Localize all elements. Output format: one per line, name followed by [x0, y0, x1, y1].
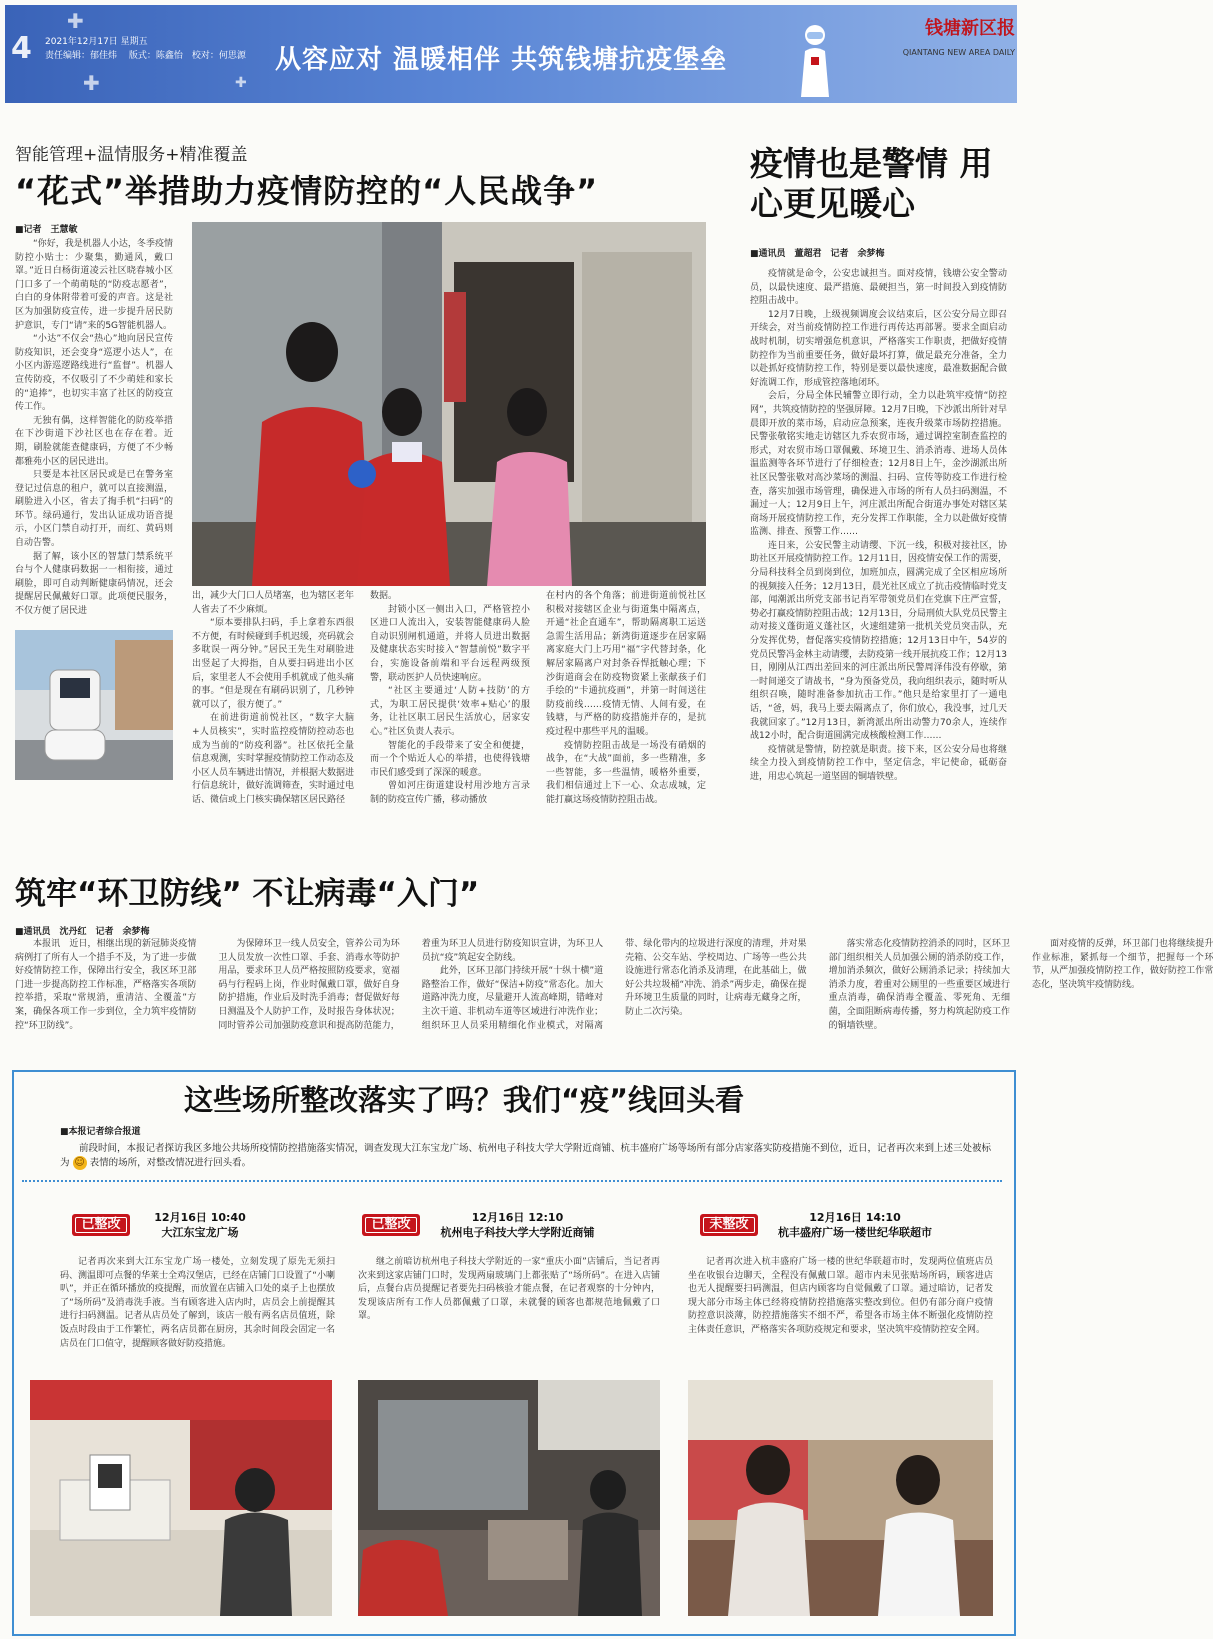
item2-datetime: 12月16日 12:10 — [471, 1211, 564, 1224]
rectified-tag: 已整改 — [362, 1214, 420, 1236]
plus-decoration-icon: ✚ — [83, 71, 100, 95]
paragraph: 在前进街道前悦社区，“数字大脑+人员核实”，实时监控疫情防控动态也成为当前的“防疫利器”。社区依托全量信息观测，实时掌握疫情防控工作动态及小区人员车辆进出情况，并根据大数据进行信息统计，做好流调筛查，实时通过电话、微信或上门核实确保辖区居民路径 — [192, 713, 355, 805]
item3-heading — [760, 1210, 950, 1240]
article1-byline: ■记者 王慧敏 — [15, 225, 78, 235]
paragraph: 记者再次进入杭丰盛府广场一楼的世纪华联超市时，发现两位值班店员坐在收银台边聊天，全程没有佩戴口罩。超市内未见张贴场所码，顾客进店也无人提醒要扫码测温，但店内顾客均自觉佩戴了口罩。通过暗访，记者发现大部分市场主体已经将疫情防控措施落实整改到位。但仍有部分商户疫情防控意识淡薄，防控措施落实不细不严，希望各市场主体不断强化疫情防控主体责任意识，严格落实各项防疫规定和要求，坚决筑牢疫情防控安全网。 — [688, 1257, 993, 1335]
article1-column-3 — [370, 590, 530, 808]
robot-photo — [15, 630, 173, 780]
paragraph: 本报讯 近日，相继出现的新冠肺炎疫情病例打了所有人一个措手不及，为了进一步做好疫情防控工作，保障出行安全，我区环卫部门进一步提高防控工作标准，严格落实各项防控举措，采取“常规消，重清洁、全覆盖”方案，确保各项工作一步到位，全力筑牢疫情防控“环卫防线”。 — [15, 939, 197, 1031]
issue-date: 2021年12月17日 星期五 — [45, 37, 148, 47]
paragraph: 连日来，公安民警主动请缨、下沉一线，积极对接社区，协助社区开展疫情防控工作。12月11日，因疫情安保工作的需要，分局科技科全员到岗到位，加班加点，圆满完成了全区相应场所的视频接入任务；12月13日，晨光社区成立了抗击疫情临时党支部，闻潮派出所党支部书记肖军带领党员们在党旗下庄严宣誓，势必打赢疫情防控阻击战；12月13日，分局刑侦大队党员民警主动对接义蓬街道义蓬社区，火速组建第一批机关党员突击队，充分发挥优势，督促落实疫情防控措施；12月13日中午，54岁的党员民警冯金林主动请缨，去防疫第一线开展抗疫工作；12月13日，刚刚从江西出差回来的河庄派出所民警周泽伟没有停歇，第一时间递交了请战书，“身为预备党员，我向组织表示，随时听从组织召唤，随时准备参加抗击工作。”他只是给家里打了一通电话，“爸，妈，我马上要去隔离点了，你们放心，我没事，过几天我就回家了。”12月13日，新湾派出所出动警力70余人，连续作战12小时，配合街道圆满完成核酸检测工作…… — [750, 540, 1007, 742]
masthead-banner — [5, 5, 1017, 103]
intro-text: 述三处被标为 — [60, 1143, 992, 1169]
paragraph: 曾如河庄街道建设村用沙地方言录制的防疫宣传广播，移动播放 — [370, 781, 530, 805]
item2-text — [358, 1256, 660, 1324]
page-number: 4 — [11, 31, 32, 66]
item3-place: 杭丰盛府广场一楼世纪华联超市 — [778, 1226, 932, 1239]
article4-headline: 这些场所整改落实了吗？我们“疫”线回头看 — [170, 1078, 758, 1119]
item1-place: 大江东宝龙广场 — [161, 1226, 239, 1239]
article1-column-2 — [192, 590, 354, 808]
paragraph: 出，减少大门口人员堵塞，也为辖区老年人省去了不少麻烦。 — [192, 591, 355, 615]
article4-intro — [60, 1142, 1000, 1171]
paragraph: 据了解，该小区的智慧门禁系统平台与个人健康码数据一一相衔接，通过刷脸，即可自动判断健康码情况，还会提醒居民佩戴好口罩。此项便民服务，不仅方便了居民进 — [15, 551, 173, 617]
article4-byline: ■本报记者综合报道 — [60, 1127, 141, 1137]
article3-headline: 筑牢“环卫防线” 不让病毒“入门” — [15, 876, 480, 912]
item1-heading — [140, 1210, 260, 1240]
paragraph: 记者再次来到大江东宝龙广场一楼处，立刻发现了原先无须扫码、测温即可点餐的华莱士全鸡汉堡店，已经在店铺门口设置了“小喇叭”，并正在循环播放的疫提醒，而放置在店铺入口处的桌子上也摆放了“场所码”及消毒洗手液。当有顾客进入店内时，店员会上前提醒其进行扫码测温。记者从店员处了解到，该店一般有两名店员值班，除饭点时段由于工作繁忙，两名店员都在厨房，其余时间段会固定一名店员在门口值守，提醒顾客做好防疫措施。 — [60, 1257, 335, 1349]
intro-text: 前段时间，本报记者探访我区多地公共场所疫情防控措施落实情况，调查发现大江东宝龙广场、杭州电子科技大学大学附近商铺、杭丰盛府广场等场所有部分店家落实防疫措施不到位，近日，记者再次来到上 — [79, 1143, 944, 1154]
paragraph: 12月7日晚，上级视频调度会议结束后，区公安分局立即召开续会，对当前疫情防控工作进行再传达再部署。要求全面启动战时机制，切实增强危机意识，严格落实工作职责，把做好疫情防控作为当前重要任务，做好最坏打算，做足最充分准备，全力以赴抓好疫情防控工作，特别是要以最快速度，最准数据配合做好流调工作，形成管控落地闭环。 — [750, 309, 1007, 388]
paragraph: 封锁小区一侧出入口，严格管控小区进口人流出入，安装智能健康码人脸自动识别闸机通道，并将人员进出数据及健康状态实时接入“智慧前悦”数字平台，实施设备前端和平台远程两级预警，联动医护人员快速响应。 — [370, 604, 530, 683]
paragraph: “社区主要通过‘人防+技防’的方式，为职工居民提供‘效率+贴心’的服务，让社区职工居民生活放心，居家安心。”社区负责人表示。 — [370, 686, 530, 737]
paragraph: 数据。 — [370, 591, 398, 601]
item1-datetime: 12月16日 10:40 — [154, 1211, 246, 1224]
logo-subtitle: QIANTANG NEW AREA DAILY — [902, 48, 1015, 57]
paragraph: 疫情就是警情，防控就是职责。接下来，区公安分局也将继续全力投入到疫情防控工作中，坚定信念，牢记使命，砥砺奋进，用忠心筑起一道坚固的铜墙铁壁。 — [750, 744, 1007, 782]
item2-place: 杭州电子科技大学大学附近商铺 — [440, 1226, 595, 1239]
item1-text — [60, 1256, 335, 1351]
paragraph: 在村内的各个角落；前进街道前悦社区积极对接辖区企业与街道集中隔离点，开通“社企直通车”，帮助隔离职工运送急需生活用品；新湾街道逐步在居家隔离家庭大门上巧用“福”字代替封条，化解居家隔离户对封条吞悍抵触心理；下沙街道商会在防疫物资紧上张献孩子们手绘的“卡通抗疫画”，并第一时间送往防疫前线……疫情无情、人间有爱，在钱塘，与严格的防疫措施并存的，是抗疫过程中那些平凡的温暖。 — [546, 591, 706, 737]
paragraph: 智能化的手段带来了安全和便捷，而一个个贴近人心的举措，也使得钱塘市民们感受到了深深的暖意。 — [370, 740, 530, 778]
item3-text — [688, 1256, 993, 1338]
item3-datetime: 12月16日 14:10 — [809, 1211, 901, 1224]
banner-title: 从容应对 温暖相伴 共筑钱塘抗疫堡垒 — [275, 45, 728, 75]
article1-headline: “花式”举措助力疫情防控的“人民战争” — [15, 172, 599, 210]
rectified-tag: 已整改 — [72, 1214, 130, 1236]
article3-body — [15, 938, 1213, 1034]
paragraph: 只要是本社区居民或是已在警务室登记过信息的租户，就可以直接测温，刷脸进入小区，省去了掏手机“扫码”的环节。绿码通行，发出认证成功语音提示，小区门禁自动打开，而红、黄码则自动告警。 — [15, 470, 173, 549]
newspaper-logo — [900, 14, 1015, 64]
supermarket-photo — [688, 1380, 993, 1616]
paragraph: 落实常态化疫情防控消杀的同时，区环卫部门组织相关人员加强公厕的消杀防疫工作，增加消杀频次，做好公厕消杀记录；持续加大消杀力度，着重对公厕里的一些重要区域进行重点消毒，确保消毒全覆盖、零死角、无细菌，全面阻断病毒传播，努力构筑起防疫工作的铜墙铁壁。 — [828, 939, 1010, 1031]
volunteers-photo — [192, 222, 706, 586]
editor-credits: 责任编辑：郁佳炜 版式：陈鑫怡 校对：何思源 — [45, 51, 246, 61]
paragraph: 此外，区环卫部门持续开展“十纵十横”道路整治工作，做好“保洁+防疫”常态化。加大道路冲洗力度，尽量避开人流高峰期，错峰对主次干道、非机动车道等区域进行冲洗作业；组织环卫人员采用精细化作业模式，对隔离带、绿化带内的垃圾进行深度的清理，并对果壳箱、公交车站、学校周边、广场等一些公共设施进行常态化消杀及清理，在此基础上，做好公共垃圾桶“冲洗、消杀”两步走，确保在提升环境卫生质量的同时，让病毒无藏身之所，防止二次污染。 — [421, 939, 807, 1031]
article1-column-1 — [15, 238, 173, 620]
noodle-shop-photo — [358, 1380, 660, 1616]
paragraph: 会后，分局全体民辅警立即行动，全力以赴筑牢疫情“防控网”，共筑疫情防控的坚强屏障。12月7日晚，下沙派出所针对早晨即开放的菜市场，启动应急预案，连夜升级菜市场防控措施。民警张敬铭实地走访辖区九乔农贸市场，通过调控室制查监控的形式，对农贸市场口罩佩戴、环境卫生、消杀消毒、进场人员体温监测等各环节进行了仔细检查；12月8日上午，金沙湖派出所社区民警张敬对高沙菜场的测温、扫码、宣传等防疫工作进行检查，落实加强市场管理，确保进入市场的所有人员扫码测温，不漏过一人；12月9日上午，河庄派出所配合街道办事处对辖区某商场开展疫情防控工作，充分发挥工作职能，全力以赴做好疫情监测、排查、预警工作…… — [750, 391, 1007, 538]
masthead-meta — [45, 35, 246, 63]
paragraph: 继之前暗访杭州电子科技大学附近的一家“重庆小面”店铺后，当记者再次来到这家店铺门口时，发现两扇玻璃门上都张贴了“场所码”。在进入店铺后，点餐台店员提醒记者要先扫码核验才能点餐，在记者观察的十分钟内，发现该店所有工作人员都佩戴了口罩，未就餐的顾客也都规范地佩戴了口罩。 — [358, 1257, 660, 1322]
paragraph: “你好，我是机器人小达，冬季疫情防控小贴士：少聚集，勤通风，戴口罩。”近日白杨街道凌云社区晓春城小区门口多了一个萌萌哒的“防疫志愿者”，白白的身体附带着可爱的声音。这是社区为加强防疫宣传，进一步提升居民防护意识，专门“请”来的5G智能机器人。 — [15, 239, 173, 331]
smile-emoji-icon: ☺ — [74, 1157, 85, 1168]
article2-body — [750, 268, 1007, 824]
paragraph: “小达”不仅会“热心”地向居民宣传防疫知识，还会变身“巡逻小达人”，在小区内游巡逻路线进行“监督”。机器人宣传防疫，不仅吸引了不少萌娃和家长的“追捧”，也切实丰富了社区的防疫宣传工作。 — [15, 334, 173, 413]
paragraph: 为保障环卫一线人员安全，管养公司为环卫人员发放一次性口罩、手套、消毒水等防护用品，要求环卫人员严格按照防疫要求，宽福码与行程码上岗，作业时佩戴口罩，做好自身防护措施，作业后及时洗手消毒；督促做好每日测温及个人防护工作，及时报告身体状况；同时管养公司加强防疫意识和提高防范能力，着重为环卫人员进行防疫知识宣讲，为环卫人员抗“疫”筑起安全防线。 — [218, 939, 604, 1031]
plus-decoration-icon: ✚ — [67, 9, 84, 33]
paragraph: 疫情防控阻击战是一场没有硝烟的战争，在“大战”面前，多一些精准，多一些智能，多一些温情，暖格外重要，我们相信通过上下一心、众志成城，定能打赢这场疫情防控阻击战。 — [546, 740, 706, 805]
paragraph: 面对疫情的反弹，环卫部门也将继续提升作业标准，紧抓每一个细节，把握每一个环节，从严加强疫情防控工作，做好防控工作常态化，坚决筑牢疫情防线。 — [1031, 939, 1213, 990]
intro-text: 表情的场所，对整改情况进行回头看。 — [89, 1157, 252, 1169]
article2-byline: ■通讯员 董超君 记者 余梦梅 — [750, 249, 885, 259]
plus-decoration-icon: ✚ — [235, 75, 247, 91]
article1-kicker: 智能管理+温情服务+精准覆盖 — [15, 145, 248, 165]
article1-column-4 — [546, 590, 706, 808]
paragraph: 疫情就是命令，公安忠诚担当。面对疫情，钱塘公安全警动员，以最快速度、最严措施、最硬担当，第一时间投入到疫情防控阻击战中。 — [750, 269, 1007, 307]
article2-headline: 疫情也是警情 用心更见暖心 — [750, 144, 993, 223]
dotted-divider — [22, 1180, 1002, 1182]
article3-byline: ■通讯员 沈丹红 记者 余梦梅 — [15, 927, 150, 937]
not-rectified-tag: 未整改 — [700, 1214, 758, 1236]
paragraph: 无独有偶，这样智能化的防疫举措在下沙街道下沙社区也在存在着。近期，刷脸就能查健康码，方便了不少畅都雅苑小区的居民进出。 — [15, 415, 173, 467]
burger-shop-photo — [30, 1380, 332, 1616]
logo-text: 钱塘新区报 — [925, 18, 1015, 39]
paragraph: “原本要排队扫码，手上拿着东西很不方便，有时候碰到手机迟缓，亮码就会多耽误一两分钟。”居民王先生对刷脸进出竖起了大拇指，自从要扫码进出小区后，家里老人不会使用手机就成了他头痛的事。“但是现在有刷码识别了，几秒钟就可以了，很方便了。” — [192, 618, 355, 710]
item2-heading — [425, 1210, 610, 1240]
health-worker-icon — [795, 23, 835, 97]
